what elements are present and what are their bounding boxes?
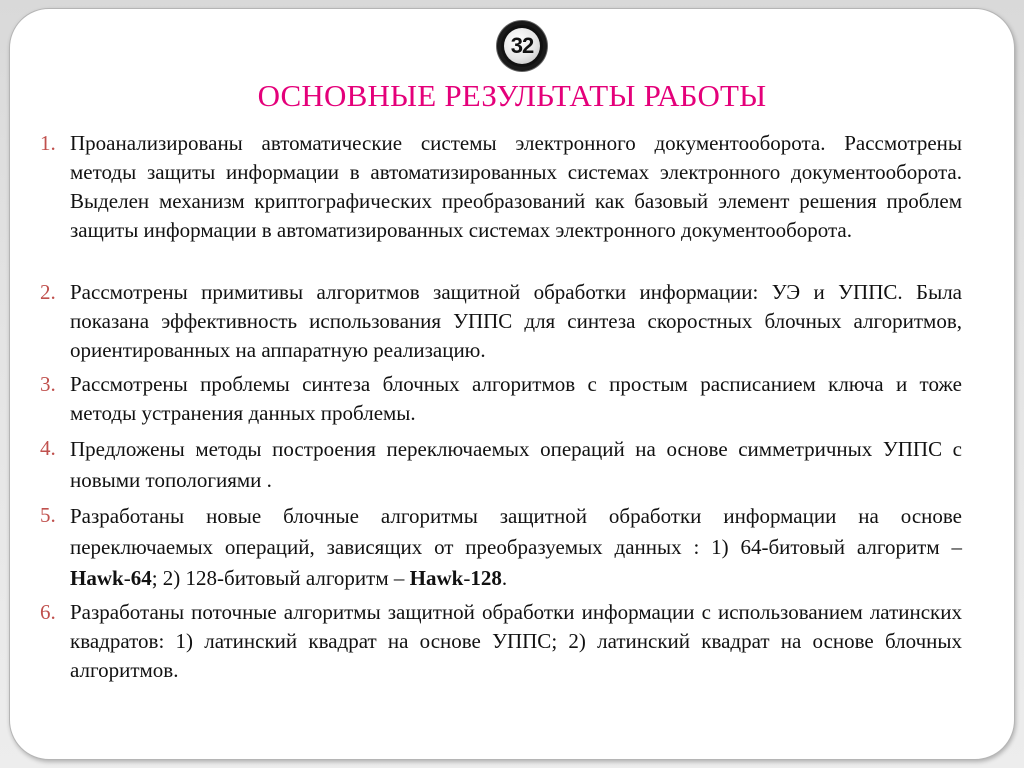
list-item-number: 4. (40, 436, 56, 460)
algorithm-name: 128 (470, 566, 502, 590)
list-item-6 (40, 598, 962, 685)
list-item-4 (40, 434, 962, 496)
slide-number: 32 (510, 33, 534, 58)
list-item-text-part: . (501, 566, 508, 590)
algorithm-name: 64 (130, 566, 152, 590)
list-item-number: 2. (40, 280, 56, 304)
algorithm-name: Hawk (70, 566, 124, 590)
list-item-5 (40, 501, 962, 594)
list-item-text: Разработаны поточные алгоритмы защитной обработки информации с использованием латинских квадратов: 1) латинский квадрат на основе УППС; 2) латинский квадрат на основе блочных алгоритмов. (70, 600, 962, 682)
list-item-text: Рассмотрены проблемы синтеза блочных алгоритмов с простым расписанием ключа и тоже методы устранения данных проблемы. (70, 372, 962, 425)
list-item-number: 3. (40, 372, 56, 396)
list-item-3 (40, 370, 962, 428)
list-item-text: Предложены методы построения переключаемых операций на основе симметричных УППС с новыми топологиями . (70, 437, 962, 492)
list-item-number: 6. (40, 600, 56, 624)
list-item-text: Рассмотрены примитивы алгоритмов защитной обработки информации: УЭ и УППС. Была показана эффективность использования УППС для синтеза скоростных блочных алгоритмов, ориентированных на аппаратную реализацию. (70, 280, 962, 362)
list-item-text: Проанализированы автоматические системы электронного документооборота. Рассмотрены методы защиты информации в автоматизированных системах электронного документооборота. Выделен механизм криптографических преобразований как базовый элемент решения проблем защиты информации в автоматизированных системах электронного документооборота. (70, 131, 962, 242)
list-item-text-part: - (463, 566, 471, 590)
list-item-2 (40, 278, 962, 365)
list-item-text-part: Разработаны новые блочные алгоритмы защитной обработки информации на основе переключаемых операций, зависящих от преобразуемых данных : 1) 64-битовый алгоритм – (70, 504, 962, 559)
list-item-text-part: - (123, 566, 131, 590)
list-item-number: 1. (40, 131, 56, 155)
algorithm-name: Hawk (409, 566, 464, 590)
list-item-1 (40, 129, 962, 245)
slide-title: ОСНОВНЫЕ РЕЗУЛЬТАТЫ РАБОТЫ (257, 78, 767, 113)
list-item-text (70, 501, 962, 594)
list-item-number: 5. (40, 503, 56, 527)
list-item-text-part: ; 2) 128-битовый алгоритм – (151, 566, 410, 590)
